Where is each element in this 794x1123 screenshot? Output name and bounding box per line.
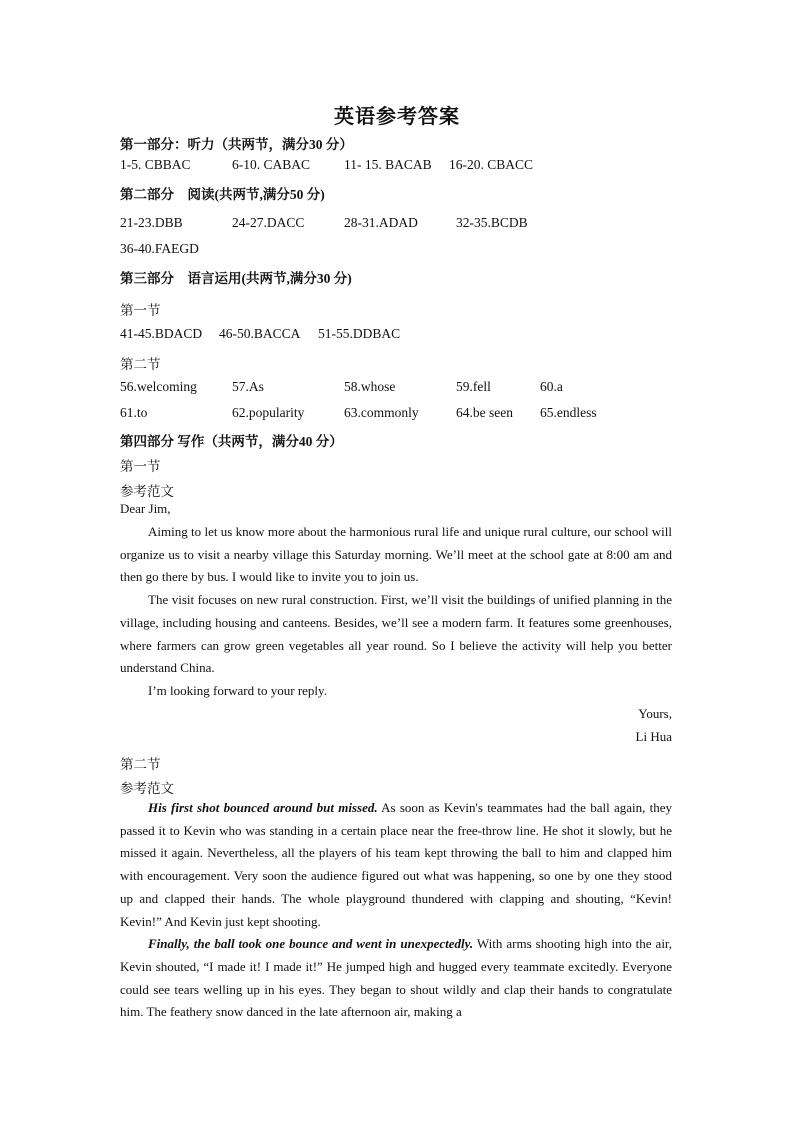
answer-group: 32-35.BCDB bbox=[456, 215, 528, 230]
letter-paragraph: I’m looking forward to your reply. bbox=[148, 682, 327, 698]
answer-group: 36-40.FAEGD bbox=[120, 241, 199, 256]
answer-group: 46-50.BACCA bbox=[219, 326, 301, 341]
answer-group: 41-45.BDACD bbox=[120, 326, 203, 341]
part1-heading: 第一部分：听力（共两节，满分30 分） bbox=[120, 137, 353, 152]
answer-item: 64.be seen bbox=[456, 405, 513, 420]
part4-heading: 第四部分 写作（共两节，满分40 分） bbox=[120, 434, 343, 449]
part3-heading: 第三部分 语言运用(共两节,满分30 分) bbox=[120, 271, 352, 286]
answer-item: 63.commonly bbox=[344, 405, 419, 420]
story-body bbox=[120, 797, 672, 1024]
answer-item: 57.As bbox=[232, 379, 264, 394]
letter-greeting: Dear Jim, bbox=[120, 501, 171, 516]
story-lead-sentence: His first shot bounced around but missed. bbox=[148, 800, 378, 815]
answer-group: 28-31.ADAD bbox=[344, 215, 418, 230]
answer-group: 11- 15. BACAB bbox=[344, 157, 432, 172]
answer-group: 21-23.DBB bbox=[120, 215, 183, 230]
answer-group: 1-5. CBBAC bbox=[120, 157, 191, 172]
answer-item: 59.fell bbox=[456, 379, 491, 394]
answer-item: 58.whose bbox=[344, 379, 396, 394]
answer-item: 62.popularity bbox=[232, 405, 305, 420]
letter-body bbox=[120, 521, 672, 703]
story-text: As soon as Kevin's teammates had the ball again, they passed it to Kevin who was standing in a certain place near the free-throw line. He shot it slowly, but he missed it again. Nevertheless, all the players of his team kept throwing the ball to him and clapped him with encouragement. Very soon the audience figured out what was happening, so one by one they stood up and clapped their hands. The whole playground thundered with clapping and shouting, “Kevin! Kevin!” And Kevin just kept shooting. bbox=[120, 800, 672, 929]
answer-group: 24-27.DACC bbox=[232, 215, 305, 230]
answer-item: 56.welcoming bbox=[120, 379, 197, 394]
page-title: 英语参考答案 bbox=[334, 106, 460, 128]
part2-heading: 第二部分 阅读(共两节,满分50 分) bbox=[120, 187, 325, 202]
section-label: 第二节 bbox=[120, 757, 161, 772]
letter-paragraph: The visit focuses on new rural construction. First, we’ll visit the buildings of unified planning in the village, including housing and canteens. Besides, we’ll see a modern farm. It features some greenhouses, where farmers can grow green vegetables all year round. So I believe the activity will help you better understand China. bbox=[120, 592, 672, 676]
story-lead-sentence: Finally, the ball took one bounce and went in unexpectedly. bbox=[148, 936, 474, 952]
answer-group: 51-55.DDBAC bbox=[318, 326, 401, 341]
sample-label: 参考范文 bbox=[120, 484, 174, 499]
story-paragraph bbox=[120, 933, 672, 1024]
answer-group: 16-20. CBACC bbox=[449, 157, 534, 172]
answer-item: 61.to bbox=[120, 405, 148, 420]
story-paragraph bbox=[120, 797, 672, 933]
section-label: 第二节 bbox=[120, 357, 161, 372]
sample-label: 参考范文 bbox=[120, 781, 174, 796]
letter-closing: Yours, bbox=[638, 706, 672, 721]
answer-item: 65.endless bbox=[540, 405, 597, 420]
story-text: With arms shooting high into the air, Kevin shouted, “I made it! I made it!” He jumped high and hugged every teammate excitedly. Everyone could see tears welling up in his eyes. They began to shout wildly and clap their hands to congratulate him. The feathery snow danced in the late afternoon air, making a bbox=[120, 936, 672, 1020]
section-label: 第一节 bbox=[120, 303, 161, 318]
section-label: 第一节 bbox=[120, 459, 161, 474]
answer-item: 60.a bbox=[540, 379, 563, 394]
letter-signature: Li Hua bbox=[635, 729, 672, 744]
answer-group: 6-10. CABAC bbox=[232, 157, 311, 172]
letter-paragraph: Aiming to let us know more about the harmonious rural life and unique rural culture, our school will organize us to visit a nearby village this Saturday morning. We’ll meet at the school gate at 8:00 am and then go there by bus. I would like to invite you to join us. bbox=[120, 524, 672, 585]
